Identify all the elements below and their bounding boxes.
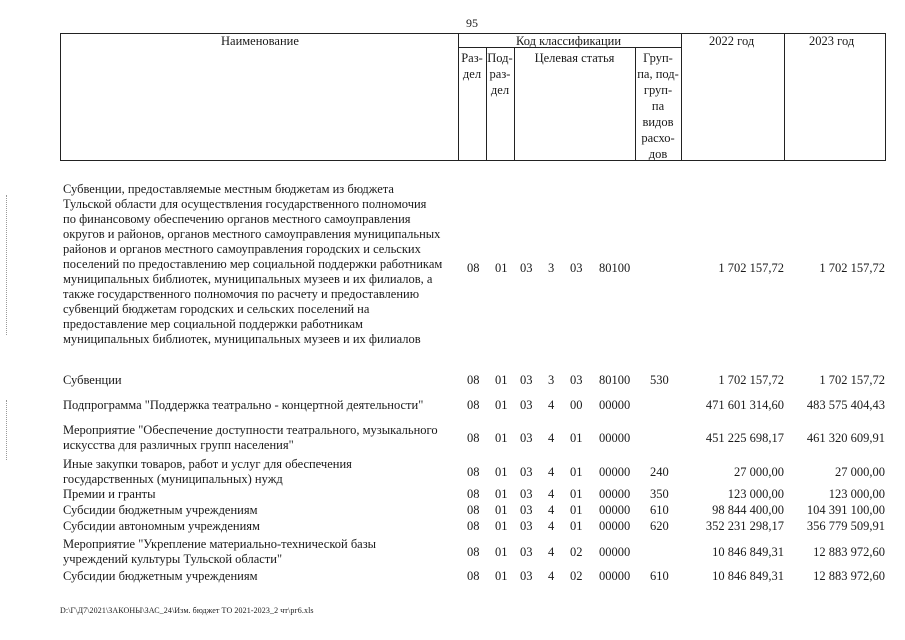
row-value-2023: 1 702 157,72 — [819, 373, 885, 387]
row-target-4: 80100 — [599, 261, 631, 275]
row-target-3: 01 — [570, 503, 583, 517]
row-value-2023: 12 883 972,60 — [813, 545, 885, 559]
row-target-2: 4 — [548, 569, 555, 583]
row-target-2: 4 — [548, 431, 555, 445]
table-header — [60, 33, 886, 161]
page-number: 95 — [466, 16, 478, 30]
row-group: 620 — [650, 519, 669, 533]
row-name: Мероприятие "Обеспечение доступности театрального, музыкального искусства для различных групп населения" — [63, 423, 438, 452]
row-value-2022: 451 225 698,17 — [705, 431, 784, 445]
header-expense-group: Груп- па, под- груп- па видов расхо- дов — [637, 51, 679, 161]
row-group: 350 — [650, 487, 669, 501]
row-target-2: 4 — [548, 487, 555, 501]
row-value-2023: 483 575 404,43 — [806, 398, 885, 412]
row-target-1: 03 — [520, 487, 533, 501]
row-value-2023: 461 320 609,91 — [806, 431, 885, 445]
row-value-2022: 10 846 849,31 — [712, 545, 784, 559]
header-code-group: Код классификации — [516, 34, 622, 48]
row-target-4: 00000 — [599, 545, 631, 559]
row-target-1: 03 — [520, 503, 533, 517]
row-target-3: 00 — [570, 398, 583, 412]
row-target-4: 00000 — [599, 503, 631, 517]
row-value-2022: 1 702 157,72 — [718, 261, 784, 275]
row-razdel: 08 — [467, 373, 480, 387]
row-target-3: 02 — [570, 545, 583, 559]
row-podrazdel: 01 — [495, 569, 508, 583]
row-target-2: 4 — [548, 545, 555, 559]
row-target-1: 03 — [520, 569, 533, 583]
row-name: Субсидии бюджетным учреждениям — [63, 569, 258, 583]
row-group: 610 — [650, 569, 669, 583]
row-target-1: 03 — [520, 545, 533, 559]
row-group: 610 — [650, 503, 669, 517]
row-podrazdel: 01 — [495, 545, 508, 559]
row-target-4: 00000 — [599, 431, 631, 445]
row-razdel: 08 — [467, 487, 480, 501]
row-value-2022: 27 000,00 — [734, 465, 784, 479]
row-razdel: 08 — [467, 503, 480, 517]
row-value-2023: 356 779 509,91 — [806, 519, 885, 533]
row-podrazdel: 01 — [495, 465, 508, 479]
header-razdel: Раз- дел — [461, 51, 483, 81]
row-target-4: 80100 — [599, 373, 631, 387]
header-podrazdel: Под- раз- дел — [487, 51, 513, 97]
row-value-2023: 104 391 100,00 — [806, 503, 885, 517]
row-podrazdel: 01 — [495, 487, 508, 501]
header-name: Наименование — [221, 34, 299, 48]
row-razdel: 08 — [467, 431, 480, 445]
row-target-4: 00000 — [599, 519, 631, 533]
header-year-2023: 2023 год — [809, 34, 855, 48]
row-podrazdel: 01 — [495, 503, 508, 517]
header-year-2022: 2022 год — [709, 34, 755, 48]
row-podrazdel: 01 — [495, 398, 508, 412]
row-razdel: 08 — [467, 465, 480, 479]
row-target-1: 03 — [520, 519, 533, 533]
row-value-2023: 1 702 157,72 — [819, 261, 885, 275]
row-group: 240 — [650, 465, 669, 479]
row-value-2022: 123 000,00 — [727, 487, 784, 501]
row-target-4: 00000 — [599, 398, 631, 412]
row-group: 530 — [650, 373, 669, 387]
file-path-footer: D:\Г\Д7\2021\ЗАКОНЫ\ЗАС_24\Изм. бюджет ТО 2021-2023_2 чт\рг6.xls — [60, 606, 314, 615]
row-name: Мероприятие "Укрепление материально-технической базы учреждений культуры Тульской области" — [63, 537, 377, 566]
row-razdel: 08 — [467, 519, 480, 533]
row-value-2023: 123 000,00 — [828, 487, 885, 501]
row-value-2022: 1 702 157,72 — [718, 373, 784, 387]
row-value-2023: 27 000,00 — [835, 465, 885, 479]
row-target-4: 00000 — [599, 487, 631, 501]
row-target-1: 03 — [520, 465, 533, 479]
row-podrazdel: 01 — [495, 431, 508, 445]
row-name: Субсидии бюджетным учреждениям — [63, 503, 258, 517]
row-target-4: 00000 — [599, 465, 631, 479]
row-podrazdel: 01 — [495, 519, 508, 533]
row-target-4: 00000 — [599, 569, 631, 583]
row-podrazdel: 01 — [495, 261, 508, 275]
row-target-2: 4 — [548, 465, 555, 479]
row-target-2: 4 — [548, 398, 555, 412]
header-target-article: Целевая статья — [534, 51, 615, 65]
row-target-3: 01 — [570, 431, 583, 445]
row-name: Премии и гранты — [63, 487, 156, 501]
row-name: Субвенции, предоставляемые местным бюджетам из бюджета Тульской области для осуществления государственного полномочия по финансовому обеспечению органов местного самоуправления округов и районов, органов местного самоуправления муниципальных районов и органов местного самоуправления городских и сельских поселений по предоставлению мер социальной поддержки работникам муниципальных библиотек, муниципальных музеев и их филиалов, а также государственного полномочия по расчету и предоставлению субвенций бюджетам городских и сельских поселений на предоставление мер социальной поддержки работникам муниципальных библиотек, муниципальных музеев и их филиалов — [63, 182, 443, 346]
row-target-2: 3 — [548, 373, 555, 387]
row-target-2: 4 — [548, 519, 555, 533]
row-target-3: 01 — [570, 519, 583, 533]
row-target-1: 03 — [520, 431, 533, 445]
row-target-3: 02 — [570, 569, 583, 583]
table-row — [0, 182, 905, 352]
row-name: Иные закупки товаров, работ и услуг для обеспечения государственных (муниципальных) нужд — [63, 457, 352, 486]
row-name: Подпрограмма "Поддержка театрально - концертной деятельности" — [63, 398, 424, 412]
row-razdel: 08 — [467, 398, 480, 412]
row-target-2: 3 — [548, 261, 555, 275]
row-target-1: 03 — [520, 261, 533, 275]
row-name: Субвенции — [63, 373, 122, 387]
row-value-2023: 12 883 972,60 — [813, 569, 885, 583]
row-razdel: 08 — [467, 545, 480, 559]
row-target-1: 03 — [520, 373, 533, 387]
row-value-2022: 98 844 400,00 — [712, 503, 784, 517]
row-target-2: 4 — [548, 503, 555, 517]
row-value-2022: 352 231 298,17 — [705, 519, 784, 533]
row-razdel: 08 — [467, 569, 480, 583]
row-target-3: 01 — [570, 465, 583, 479]
row-target-3: 01 — [570, 487, 583, 501]
row-podrazdel: 01 — [495, 373, 508, 387]
row-target-1: 03 — [520, 398, 533, 412]
row-target-3: 03 — [570, 373, 583, 387]
row-target-3: 03 — [570, 261, 583, 275]
row-razdel: 08 — [467, 261, 480, 275]
row-value-2022: 10 846 849,31 — [712, 569, 784, 583]
row-value-2022: 471 601 314,60 — [705, 398, 784, 412]
row-name: Субсидии автономным учреждениям — [63, 519, 260, 533]
